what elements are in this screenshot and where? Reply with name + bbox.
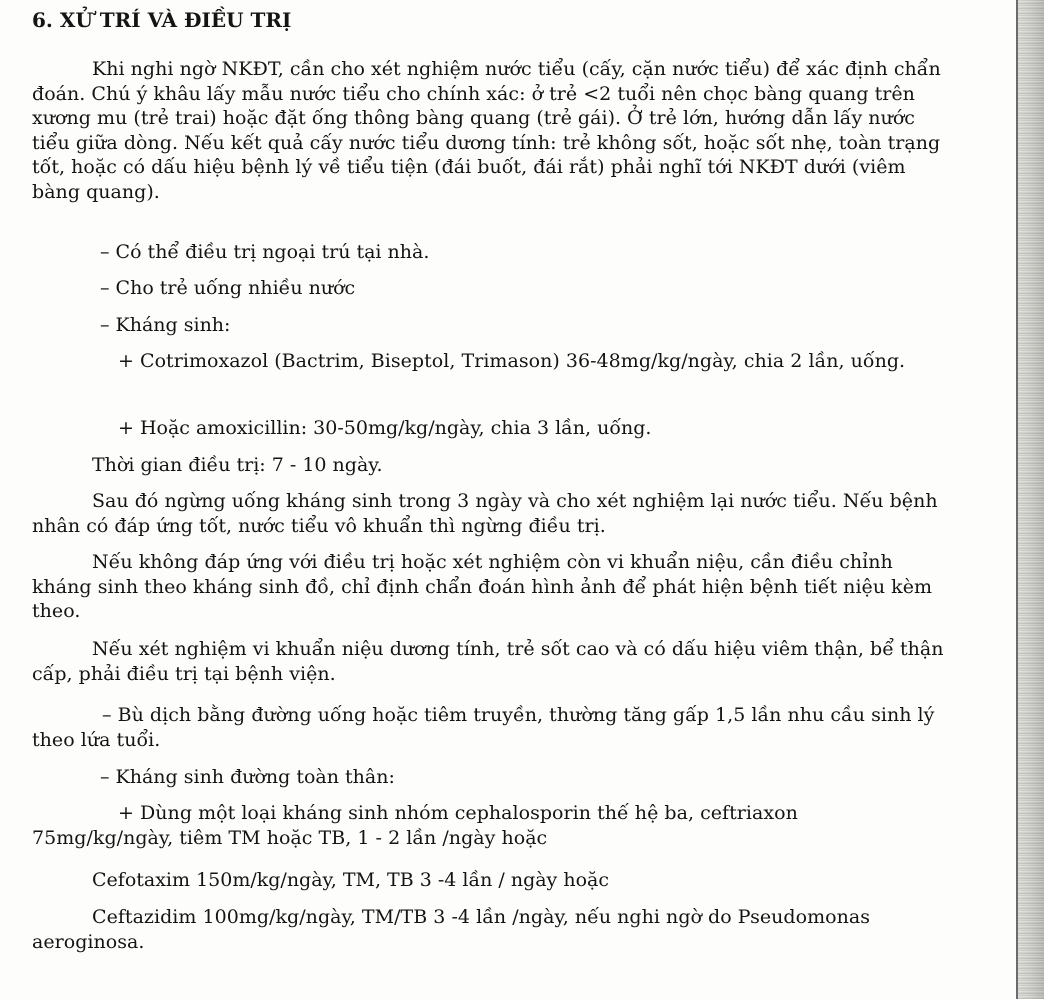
sub-bullet-ceftriaxon: + Dùng một loại kháng sinh nhóm cephalosporin thế hệ ba, ceftriaxon 75mg/kg/ngày, tiêm TM hoặc TB, 1 - 2 lần /ngày hoặc	[32, 802, 798, 849]
section-heading: 6. XỬ TRÍ VÀ ĐIỀU TRỊ	[32, 8, 292, 32]
page-edge-line	[1016, 0, 1018, 999]
bullet-systemic-antibiotics: – Kháng sinh đường toàn thân:	[100, 766, 395, 788]
treatment-duration: Thời gian điều trị: 7 - 10 ngày.	[92, 454, 383, 476]
line-cefotaxim: Cefotaxim 150m/kg/ngày, TM, TB 3 -4 lần / ngày hoặc	[92, 869, 609, 891]
paragraph-diagnosis: Khi nghi ngờ NKĐT, cần cho xét nghiệm nước tiểu (cấy, cặn nước tiểu) để xác định chẩn đoán. Chú ý khâu lấy mẫu nước tiểu cho chính xác: ở trẻ <2 tuổi nên chọc bàng quang trên xương mu (trẻ trai) hoặc đặt ống thông bàng quang (trẻ gái). Ở trẻ lớn, hướng dẫn lấy nước tiểu giữa dòng. Nếu kết quả cấy nước tiểu dương tính: trẻ không sốt, hoặc sốt nhẹ, toàn trạng tốt, hoặc có dấu hiệu bệnh lý về tiểu tiện (đái buốt, đái rắt) phải nghĩ tới NKĐT dưới (viêm bàng quang).	[32, 58, 941, 203]
bullet-rehydration: – Bù dịch bằng đường uống hoặc tiêm truyền, thường tăng gấp 1,5 lần nhu cầu sinh lý theo lứa tuổi.	[32, 704, 935, 751]
line-ceftazidim: Ceftazidim 100mg/kg/ngày, TM/TB 3 -4 lần /ngày, nếu nghi ngờ do Pseudomonas aeroginosa.	[32, 906, 870, 953]
paragraph-hospital: Nếu xét nghiệm vi khuẩn niệu dương tính, trẻ sốt cao và có dấu hiệu viêm thận, bể thận cấp, phải điều trị tại bệnh viện.	[32, 638, 944, 685]
paragraph-stop-antibiotics: Sau đó ngừng uống kháng sinh trong 3 ngày và cho xét nghiệm lại nước tiểu. Nếu bệnh nhân có đáp ứng tốt, nước tiểu vô khuẩn thì ngừng điều trị.	[32, 490, 938, 537]
sub-bullet-amoxicillin: + Hoặc amoxicillin: 30-50mg/kg/ngày, chia 3 lần, uống.	[118, 417, 652, 439]
bullet-outpatient: – Có thể điều trị ngoại trú tại nhà.	[100, 241, 430, 263]
sub-bullet-cotrimoxazol: + Cotrimoxazol (Bactrim, Biseptol, Trimason) 36-48mg/kg/ngày, chia 2 lần, uống.	[118, 350, 906, 372]
paragraph-no-response: Nếu không đáp ứng với điều trị hoặc xét nghiệm còn vi khuẩn niệu, cần điều chỉnh kháng sinh theo kháng sinh đồ, chỉ định chẩn đoán hình ảnh để phát hiện bệnh tiết niệu kèm theo.	[32, 551, 933, 622]
bullet-antibiotics: – Kháng sinh:	[100, 314, 231, 336]
page-binding-edge	[1016, 0, 1044, 999]
bullet-fluids: – Cho trẻ uống nhiều nước	[100, 277, 356, 299]
